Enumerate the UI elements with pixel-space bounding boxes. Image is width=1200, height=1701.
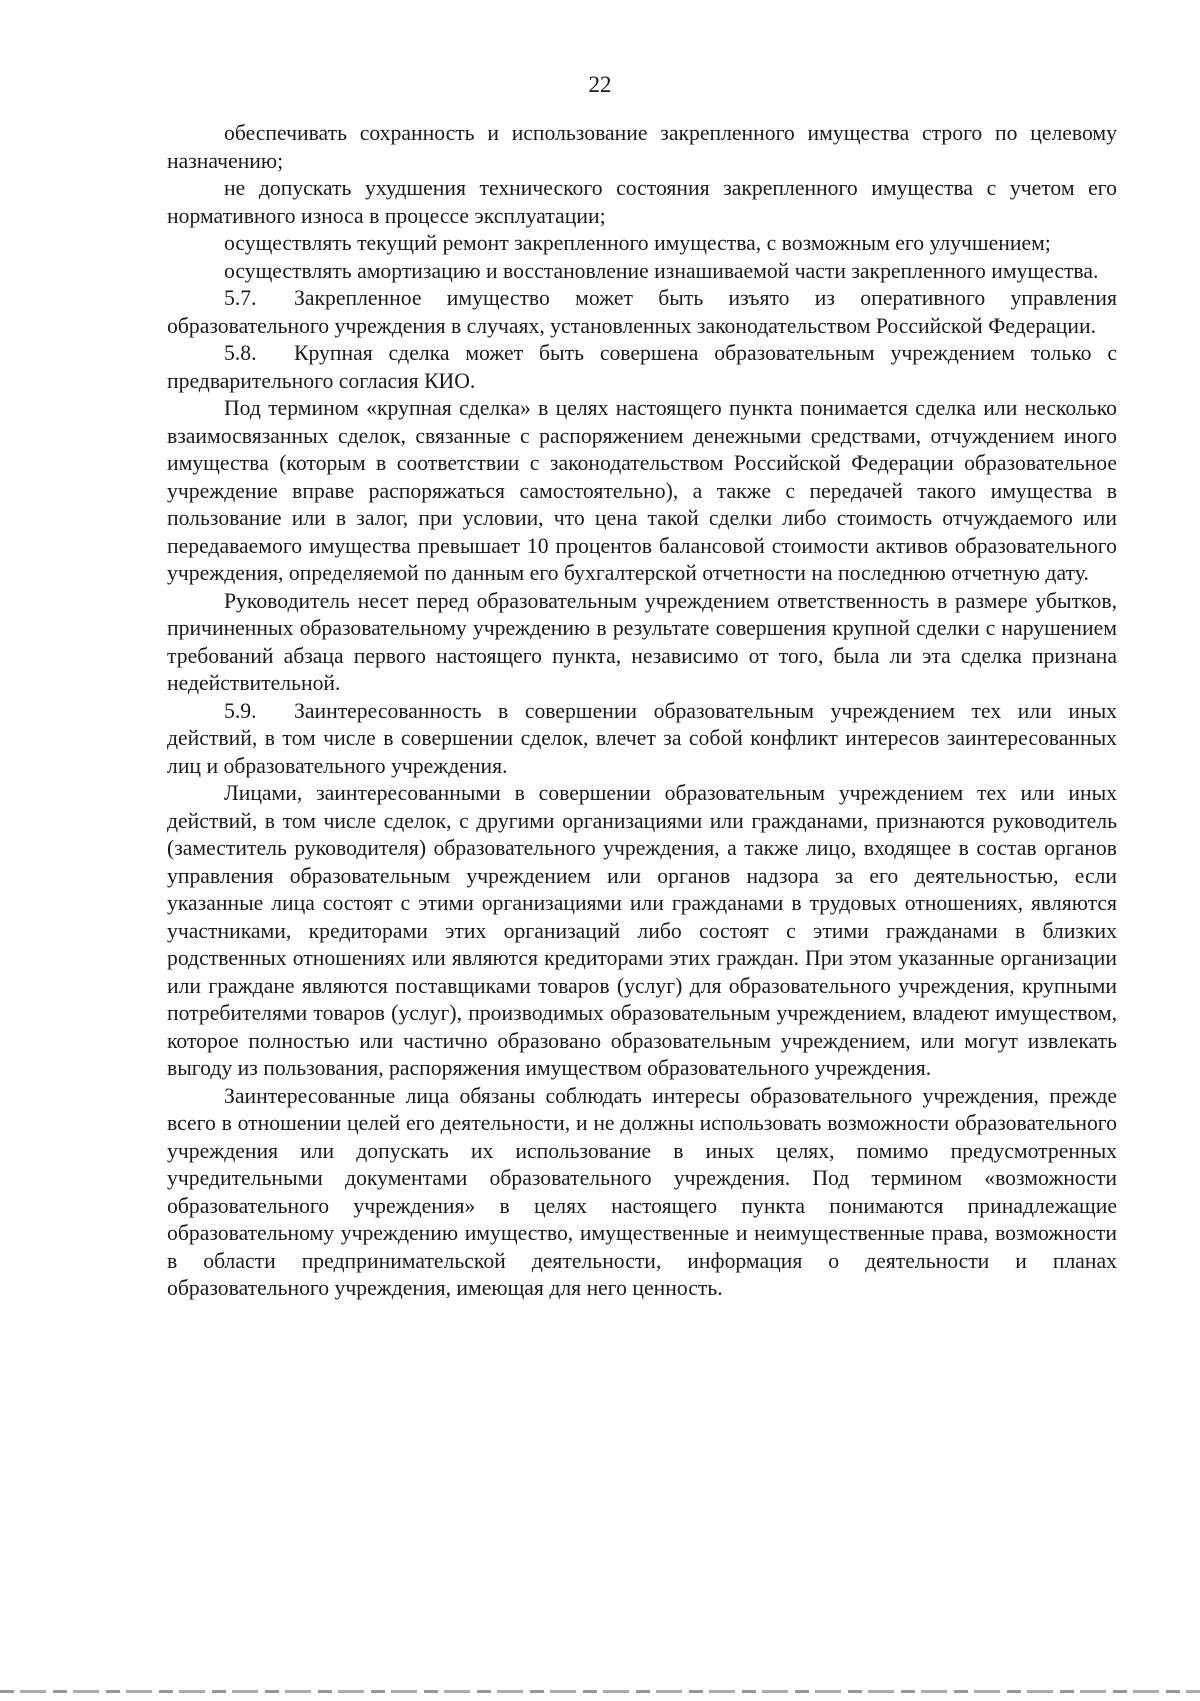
- paragraph-text: Заинтересованность в совершении образовательным учреждением тех или иных действий, в том числе в совершении сделок, влечет за собой конфликт интересов заинтересованных лиц и образовательного учреждения.: [167, 698, 1117, 778]
- paragraph: [167, 175, 1117, 230]
- paragraph-text: Под термином «крупная сделка» в целях настоящего пункта понимается сделка или несколько взаимосвязанных сделок, связанные с распоряжением денежными средствами, отчуждением иного имущества (которым в соответствии с законодательством Российской Федерации образовательное учреждение вправе распоряжаться самостоятельно), а также с передачей такого имущества в пользование или в залог, при условии, что цена такой сделки либо стоимость отчуждаемого или передаваемого имущества превышает 10 процентов балансовой стоимости активов образовательного учреждения, определяемой по данным его бухгалтерской отчетности на последнюю отчетную дату.: [167, 396, 1117, 585]
- paragraph: [167, 395, 1117, 588]
- clause-number: 5.9.: [224, 698, 257, 723]
- clause-5-8: [167, 340, 1117, 395]
- paragraph-text: обеспечивать сохранность и использование закрепленного имущества строго по целевому назначению;: [167, 121, 1117, 173]
- paragraph: [167, 588, 1117, 698]
- paragraph-text: Заинтересованные лица обязаны соблюдать интересы образовательного учреждения, прежде всего в отношении целей его деятельности, и не должны использовать возможности образовательного учреждения или допускать их использование в иных целях, помимо предусмотренных учредительными документами образовательного учреждения. Под термином «возможности образовательного учреждения» в целях настоящего пункта понимаются принадлежащие образовательному учреждению имущество, имущественные и неимущественные права, возможности в области предпринимательской деятельности, информация о деятельности и планах образовательного учреждения, имеющая для него ценность.: [167, 1083, 1117, 1300]
- clause-number: 5.7.: [224, 286, 257, 310]
- scan-edge-artifact: [0, 1690, 1200, 1693]
- document-body: [167, 120, 1117, 1303]
- paragraph-text: не допускать ухудшения технического состояния закрепленного имущества с учетом его нормативного износа в процессе эксплуатации;: [167, 176, 1117, 228]
- paragraph-text: Руководитель несет перед образовательным учреждением ответственность в размере убытков, причиненных образовательному учреждению в результате совершения крупной сделки с нарушением требований абзаца первого настоящего пункта, независимо от того, была ли эта сделка признана недействительной.: [167, 588, 1117, 695]
- paragraph-text: осуществлять текущий ремонт закрепленного имущества, с возможным его улучшением;: [224, 231, 1051, 255]
- paragraph: [167, 780, 1117, 1083]
- paragraph-text: Лицами, заинтересованными в совершении образовательным учреждением тех или иных действий, в том числе сделок, с другими организациями или гражданами, признаются руководитель (заместитель руководителя) образовательного учреждения, а также лицо, входящее в состав органов управления образовательным учреждением или органов надзора за его деятельностью, если указанные лица состоят с этими организациями или гражданами в трудовых отношениях, являются участниками, кредиторами этих организаций либо состоят с этими гражданами в близких родственных отношениях или являются кредиторами этих граждан. При этом указанные организации или граждане являются поставщиками товаров (услуг) для образовательного учреждения, крупными потребителями товаров (услуг), производимых образовательным учреждением, владеют имуществом, которое полностью или частично образовано образовательным учреждением, или могут извлекать выгоду из пользования, распоряжения имуществом образовательного учреждения.: [167, 781, 1117, 1080]
- page-number: 22: [588, 72, 612, 97]
- clause-5-7: [167, 285, 1117, 340]
- paragraph-text: осуществлять амортизацию и восстановление изнашиваемой части закрепленного имущества.: [224, 258, 1099, 283]
- paragraph: [167, 230, 1117, 258]
- paragraph: [167, 120, 1117, 175]
- paragraph-text: Крупная сделка может быть совершена образовательным учреждением только с предварительного согласия КИО.: [167, 341, 1117, 393]
- paragraph: [167, 258, 1117, 286]
- paragraph-text: Закрепленное имущество может быть изъято из оперативного управления образовательного учреждения в случаях, установленных законодательством Российской Федерации.: [167, 286, 1117, 338]
- clause-5-9: [167, 698, 1117, 781]
- paragraph: [167, 1083, 1117, 1303]
- clause-number: 5.8.: [224, 341, 257, 365]
